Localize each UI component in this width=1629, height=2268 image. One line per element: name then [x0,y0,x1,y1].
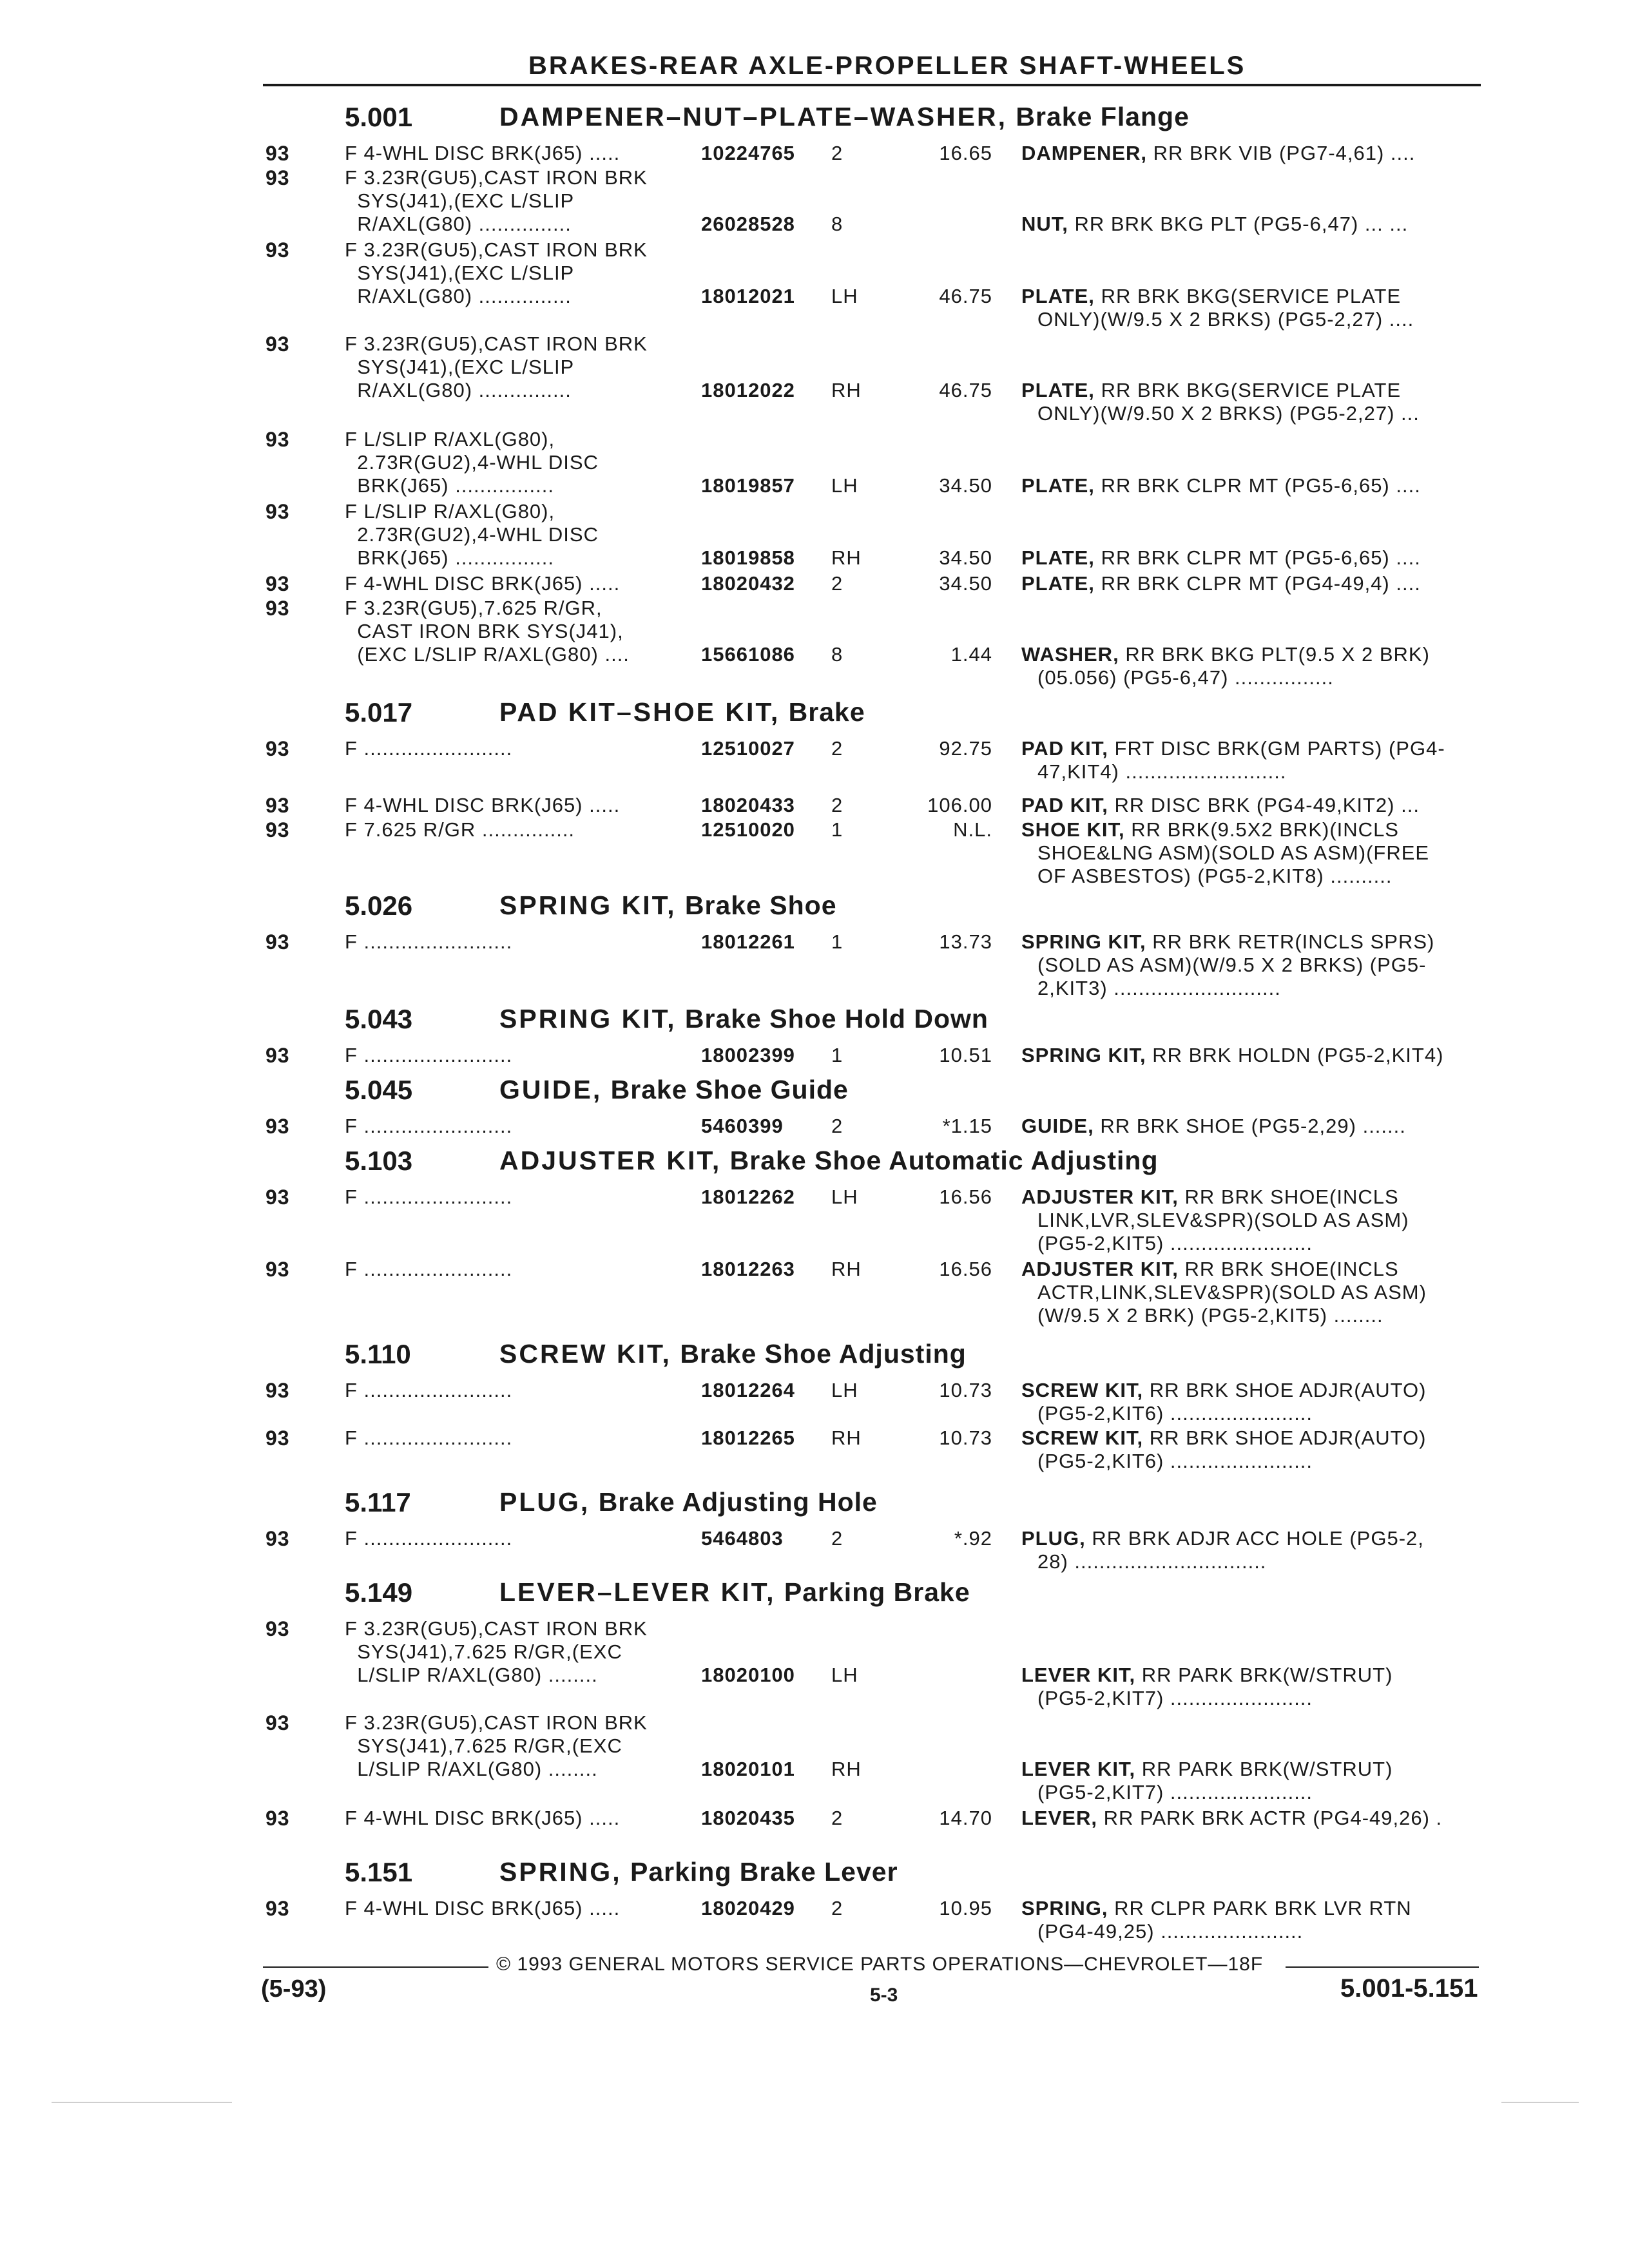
description-line: 2,KIT3) ........................... [1037,977,1281,999]
model-year: 93 [265,332,290,356]
application-line: 2.73R(GU2),4-WHL DISC [345,451,599,474]
quantity: 1 [831,930,843,953]
part-number: 18020432 [701,572,795,595]
section-number: 5.026 [345,890,413,921]
quantity: 2 [831,1115,843,1137]
description-keyword: PLATE, [1021,285,1095,307]
section-title [499,1487,878,1517]
description-line: ONLY)(W/9.5 X 2 BRKS) (PG5-2,27) .... [1037,308,1414,331]
description-line: (PG5-2,KIT6) ....................... [1037,1402,1313,1425]
model-year: 93 [265,166,290,189]
part-number: 18002399 [701,1044,795,1066]
section-subtitle: Brake Shoe Adjusting [680,1339,967,1369]
application-line: F 4-WHL DISC BRK(J65) ..... [345,1807,621,1829]
section-subtitle: Brake Shoe [684,890,837,920]
description-text: RR BRK CLPR MT (PG5-6,65) .... [1101,474,1421,497]
section-subtitle: Brake Flange [1016,102,1190,131]
quantity: LH [831,474,858,497]
section-part-name: SPRING KIT, [499,1004,677,1033]
description-keyword: PLATE, [1021,546,1095,569]
application-line: (EXC L/SLIP R/AXL(G80) .... [345,643,630,666]
application-line: F 7.625 R/GR ............... [345,818,575,841]
part-number: 18020433 [701,794,795,816]
description-keyword: LEVER KIT, [1021,1664,1136,1686]
section-subtitle: Brake Shoe Hold Down [684,1004,988,1033]
application-line: R/AXL(G80) ............... [345,379,572,401]
description-keyword: PAD KIT, [1021,794,1108,816]
application-line: CAST IRON BRK SYS(J41), [345,620,624,642]
price: 13.73 [939,930,992,953]
application-line: F 4-WHL DISC BRK(J65) ..... [345,572,621,595]
description-text: RR PARK BRK ACTR (PG4-49,26) . [1103,1807,1443,1829]
section-part-name: DAMPENER–NUT–PLATE–WASHER, [499,102,1007,131]
description-line: LINK,LVR,SLEV&SPR)(SOLD AS ASM) [1037,1209,1409,1231]
application-line: F 3.23R(GU5),CAST IRON BRK [345,1617,648,1640]
application-line: SYS(J41),(EXC L/SLIP [345,189,575,212]
revision-date: (5-93) [261,1975,327,2003]
section-number: 5.117 [345,1487,411,1517]
price: 46.75 [939,379,992,401]
quantity: LH [831,1186,858,1208]
model-year: 93 [265,1527,290,1550]
quantity: RH [831,379,862,401]
price: 14.70 [939,1807,992,1829]
section-subtitle: Brake Adjusting Hole [598,1487,878,1517]
part-number: 18012265 [701,1427,795,1449]
section-title [499,1339,967,1369]
quantity: 2 [831,142,843,164]
description-line [1021,1527,1424,1550]
price: 34.50 [939,546,992,569]
price: 46.75 [939,285,992,307]
model-year: 93 [265,1711,290,1735]
section-number: 5.110 [345,1339,411,1369]
part-number: 12510027 [701,737,795,760]
description-line [1021,142,1415,165]
section-subtitle: Brake Shoe Automatic Adjusting [729,1146,1159,1175]
model-year: 93 [265,1427,290,1450]
model-year: 93 [265,1115,290,1138]
price: 34.50 [939,572,992,595]
description-keyword: PLUG, [1021,1527,1086,1550]
description-line: (PG5-2,KIT7) ....................... [1037,1687,1313,1709]
section-subtitle: Parking Brake Lever [630,1857,898,1887]
description-text: RR BRK BKG(SERVICE PLATE [1101,285,1402,307]
description-text: RR CLPR PARK BRK LVR RTN [1114,1897,1412,1919]
quantity: 2 [831,737,843,760]
section-subtitle: Parking Brake [784,1577,970,1607]
description-keyword: PLATE, [1021,474,1095,497]
model-year: 93 [265,500,290,523]
description-line [1021,546,1421,570]
application-line: F 3.23R(GU5),CAST IRON BRK [345,1711,648,1734]
group-range: 5.001-5.151 [1340,1974,1478,2003]
quantity: 1 [831,818,843,841]
price: 16.65 [939,142,992,164]
description-line [1021,1258,1399,1281]
quantity: 2 [831,1807,843,1829]
description-keyword: PAD KIT, [1021,737,1108,760]
section-title [499,102,1190,132]
price: *1.15 [942,1115,992,1137]
application-line: F ........................ [345,1186,513,1208]
description-keyword: SCREW KIT, [1021,1427,1144,1449]
description-line: (PG5-2,KIT6) ....................... [1037,1450,1313,1472]
section-part-name: SCREW KIT, [499,1339,671,1369]
application-line: F ........................ [345,1258,513,1280]
description-text: RR BRK RETR(INCLS SPRS) [1152,930,1435,953]
application-line: F L/SLIP R/AXL(G80), [345,428,555,450]
model-year: 93 [265,1186,290,1209]
part-number: 18012264 [701,1379,795,1401]
description-keyword: DAMPENER, [1021,142,1148,164]
application-line: F ........................ [345,1379,513,1401]
model-year: 93 [265,818,290,841]
model-year: 93 [265,1379,290,1402]
description-text: RR PARK BRK(W/STRUT) [1141,1664,1393,1686]
model-year: 93 [265,794,290,817]
description-keyword: ADJUSTER KIT, [1021,1258,1179,1280]
section-part-name: ADJUSTER KIT, [499,1146,722,1175]
description-text: RR BRK HOLDN (PG5-2,KIT4) [1152,1044,1444,1066]
description-text: RR BRK ADJR ACC HOLE (PG5-2, [1092,1527,1424,1550]
part-number: 18019858 [701,546,795,569]
footer-rule-right [1286,1966,1479,1968]
description-line [1021,474,1421,497]
description-line [1021,213,1408,236]
description-text: RR BRK(9.5X2 BRK)(INCLS [1131,818,1399,841]
application-line: SYS(J41),7.625 R/GR,(EXC [345,1640,622,1663]
part-number: 18012021 [701,285,795,307]
part-number: 18012022 [701,379,795,401]
application-line: F 4-WHL DISC BRK(J65) ..... [345,1897,621,1919]
description-line [1021,1664,1393,1687]
application-line: L/SLIP R/AXL(G80) ........ [345,1664,598,1686]
application-line: F ........................ [345,930,513,953]
model-year: 93 [265,238,290,262]
quantity: LH [831,285,858,307]
application-line: SYS(J41),(EXC L/SLIP [345,356,575,378]
description-keyword: LEVER, [1021,1807,1097,1829]
section-number: 5.017 [345,697,413,727]
quantity: 1 [831,1044,843,1066]
section-title [499,1857,898,1887]
description-text: RR BRK SHOE ADJR(AUTO) [1149,1427,1427,1449]
model-year: 93 [265,428,290,451]
header-rule [263,84,1481,86]
price: 10.51 [939,1044,992,1066]
part-number: 18012263 [701,1258,795,1280]
part-number: 5464803 [701,1527,784,1550]
part-number: 18020435 [701,1807,795,1829]
description-line: (SOLD AS ASM)(W/9.5 X 2 BRKS) (PG5- [1037,954,1427,976]
description-line [1021,572,1421,595]
description-line: (PG5-2,KIT7) ....................... [1037,1781,1313,1803]
description-line [1021,1044,1443,1067]
section-part-name: PLUG, [499,1487,590,1517]
description-line [1021,1758,1393,1781]
section-subtitle: Brake Shoe Guide [610,1075,849,1104]
application-line: F L/SLIP R/AXL(G80), [345,500,555,523]
description-keyword: NUT, [1021,213,1068,235]
model-year: 93 [265,1617,290,1640]
part-number: 18020429 [701,1897,795,1919]
section-title [499,890,837,921]
description-line [1021,930,1434,954]
description-text: RR BRK SHOE ADJR(AUTO) [1149,1379,1427,1401]
quantity: 2 [831,1527,843,1550]
description-line: (PG4-49,25) ....................... [1037,1920,1304,1943]
part-number: 18019857 [701,474,795,497]
model-year: 93 [265,930,290,954]
section-part-name: PAD KIT–SHOE KIT, [499,697,780,727]
description-text: RR BRK CLPR MT (PG4-49,4) .... [1101,572,1421,595]
description-line [1021,1379,1426,1402]
description-line: (05.056) (PG5-6,47) ................ [1037,666,1334,689]
application-line: F ........................ [345,737,513,760]
section-part-name: LEVER–LEVER KIT, [499,1577,776,1607]
description-line [1021,794,1420,817]
description-keyword: SPRING KIT, [1021,930,1146,953]
part-number: 18020100 [701,1664,795,1686]
application-line: R/AXL(G80) ............... [345,213,572,235]
description-line: (PG5-2,KIT5) ....................... [1037,1232,1313,1254]
section-number: 5.043 [345,1004,413,1034]
application-line: 2.73R(GU2),4-WHL DISC [345,523,599,546]
section-number: 5.103 [345,1146,413,1176]
section-part-name: GUIDE, [499,1075,602,1104]
quantity: 2 [831,572,843,595]
description-line: 28) ............................... [1037,1550,1267,1573]
description-line [1021,1115,1406,1138]
price: 10.73 [939,1379,992,1401]
application-line: F ........................ [345,1427,513,1449]
description-keyword: SCREW KIT, [1021,1379,1144,1401]
description-line [1021,643,1430,666]
section-title [499,1075,849,1105]
description-keyword: GUIDE, [1021,1115,1094,1137]
part-number: 15661086 [701,643,795,666]
part-number: 26028528 [701,213,795,235]
price: N.L. [953,818,992,841]
model-year: 93 [265,1897,290,1920]
description-text: RR BRK SHOE(INCLS [1184,1258,1399,1280]
model-year: 93 [265,1044,290,1067]
description-line: SHOE&LNG ASM)(SOLD AS ASM)(FREE [1037,841,1430,864]
part-number: 18012262 [701,1186,795,1208]
footer-rule-left [263,1966,488,1968]
section-number: 5.149 [345,1577,413,1608]
price: 10.95 [939,1897,992,1919]
description-keyword: PLATE, [1021,572,1095,595]
application-line: F 3.23R(GU5),CAST IRON BRK [345,332,648,355]
quantity: RH [831,1427,862,1449]
application-line: F ........................ [345,1115,513,1137]
description-text: RR BRK BKG PLT (PG5-6,47) ... ... [1074,213,1409,235]
price: 1.44 [950,643,992,666]
description-text: RR BRK BKG PLT(9.5 X 2 BRK) [1125,643,1430,666]
section-number: 5.045 [345,1075,413,1105]
scan-artifact [52,2102,232,2103]
description-text: RR BRK BKG(SERVICE PLATE [1101,379,1402,401]
model-year: 93 [265,572,290,595]
quantity: LH [831,1379,858,1401]
description-keyword: SHOE KIT, [1021,818,1125,841]
description-line: ACTR,LINK,SLEV&SPR)(SOLD AS ASM) [1037,1281,1427,1303]
page-title: BRAKES-REAR AXLE-PROPELLER SHAFT-WHEELS [528,52,1246,80]
section-title [499,697,865,727]
description-line: (W/9.5 X 2 BRK) (PG5-2,KIT5) ........ [1037,1304,1383,1327]
price: 106.00 [927,794,992,816]
part-number: 10224765 [701,142,795,164]
quantity: RH [831,546,862,569]
quantity: 2 [831,794,843,816]
description-line [1021,379,1401,402]
section-title [499,1146,1159,1176]
model-year: 93 [265,737,290,760]
description-line: ONLY)(W/9.50 X 2 BRKS) (PG5-2,27) ... [1037,402,1420,425]
application-line: SYS(J41),7.625 R/GR,(EXC [345,1735,622,1757]
section-title [499,1004,988,1034]
description-text: FRT DISC BRK(GM PARTS) (PG4- [1114,737,1445,760]
price: 16.56 [939,1186,992,1208]
part-number: 5460399 [701,1115,784,1137]
description-text: RR BRK SHOE(INCLS [1184,1186,1399,1208]
section-number: 5.151 [345,1857,413,1887]
description-keyword: SPRING, [1021,1897,1108,1919]
section-part-name: SPRING KIT, [499,890,677,920]
application-line: F ........................ [345,1044,513,1066]
description-line [1021,737,1445,760]
part-number: 18020101 [701,1758,795,1780]
quantity: RH [831,1758,862,1780]
description-line [1021,818,1399,841]
description-line [1021,1807,1442,1830]
copyright-notice: © 1993 GENERAL MOTORS SERVICE PARTS OPERATIONS—CHEVROLET—18F [496,1954,1264,1975]
price: 16.56 [939,1258,992,1280]
scan-artifact [1501,2102,1579,2103]
quantity: RH [831,1258,862,1280]
application-line: F 4-WHL DISC BRK(J65) ..... [345,794,621,816]
section-title [499,1577,970,1608]
section-subtitle: Brake [788,697,865,727]
description-line [1021,285,1401,308]
application-line: F ........................ [345,1527,513,1550]
application-line: F 4-WHL DISC BRK(J65) ..... [345,142,621,164]
part-number: 12510020 [701,818,795,841]
part-number: 18012261 [701,930,795,953]
description-text: RR BRK VIB (PG7-4,61) .... [1153,142,1416,164]
description-text: RR BRK SHOE (PG5-2,29) ....... [1100,1115,1406,1137]
model-year: 93 [265,142,290,165]
description-text: RR BRK CLPR MT (PG5-6,65) .... [1101,546,1421,569]
model-year: 93 [265,1807,290,1830]
quantity: 8 [831,213,843,235]
description-text: RR PARK BRK(W/STRUT) [1141,1758,1393,1780]
application-line: BRK(J65) ................ [345,546,555,569]
section-part-name: SPRING, [499,1857,622,1887]
description-line: OF ASBESTOS) (PG5-2,KIT8) .......... [1037,865,1393,887]
description-keyword: WASHER, [1021,643,1119,666]
description-line [1021,1186,1399,1209]
price: 34.50 [939,474,992,497]
application-line: SYS(J41),(EXC L/SLIP [345,262,575,284]
description-keyword: SPRING KIT, [1021,1044,1146,1066]
application-line: F 3.23R(GU5),7.625 R/GR, [345,597,602,619]
price: *.92 [954,1527,992,1550]
section-number: 5.001 [345,102,413,132]
application-line: R/AXL(G80) ............... [345,285,572,307]
application-line: F 3.23R(GU5),CAST IRON BRK [345,238,648,261]
quantity: LH [831,1664,858,1686]
price: 92.75 [939,737,992,760]
price: 10.73 [939,1427,992,1449]
description-line [1021,1897,1412,1920]
model-year: 93 [265,597,290,620]
description-line [1021,1427,1426,1450]
description-keyword: LEVER KIT, [1021,1758,1136,1780]
model-year: 93 [265,1258,290,1281]
quantity: 2 [831,1897,843,1919]
application-line: BRK(J65) ................ [345,474,555,497]
application-line: F 3.23R(GU5),CAST IRON BRK [345,166,648,189]
description-line: 47,KIT4) .......................... [1037,760,1287,783]
page-number: 5-3 [870,1984,898,2006]
description-keyword: PLATE, [1021,379,1095,401]
description-keyword: ADJUSTER KIT, [1021,1186,1179,1208]
application-line: L/SLIP R/AXL(G80) ........ [345,1758,598,1780]
quantity: 8 [831,643,843,666]
description-text: RR DISC BRK (PG4-49,KIT2) ... [1114,794,1420,816]
